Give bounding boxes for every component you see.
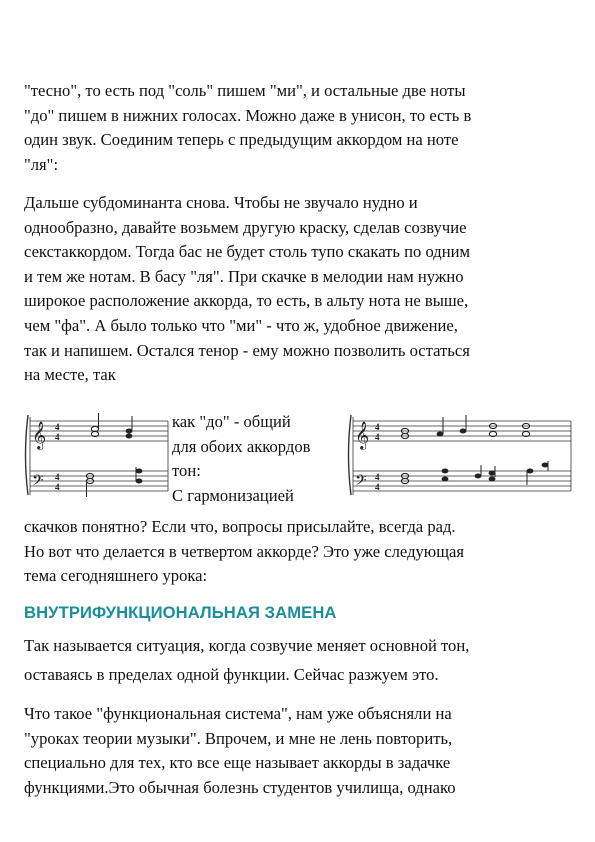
- paragraph-4: [24, 631, 572, 689]
- paragraph-1: [24, 79, 572, 177]
- paragraph-2: [24, 191, 572, 388]
- music-score-right: [345, 409, 575, 501]
- text-line: и тем же нотам. В басу "ля". При скачке в мелодии нам нужно: [24, 266, 464, 286]
- note-head: [542, 463, 549, 468]
- music-score-left: [22, 409, 172, 501]
- text-line: как "до" - общий: [172, 412, 291, 431]
- note-head: [442, 469, 449, 474]
- text-line: "ля":: [24, 154, 59, 174]
- text-line: Так называется ситуация, когда созвучие меняет основной тон,: [24, 636, 470, 655]
- note-head: [442, 477, 449, 482]
- text-line: "тесно", то есть под "соль" пишем "ми", и остальные две ноты: [24, 81, 466, 100]
- time-signature-top: 4: [55, 422, 60, 432]
- note-head: [437, 432, 444, 437]
- bass-clef-icon: 𝄢: [32, 472, 44, 493]
- text-line: так и напишем. Остался тенор - ему можно позволить остаться: [24, 340, 470, 360]
- note-head: [489, 477, 496, 482]
- inline-aside: [172, 410, 310, 508]
- note-head: [126, 429, 133, 434]
- text-line: "уроках теории музыки". Впрочем, и мне не лень повторить,: [24, 728, 453, 748]
- note-head: [126, 434, 133, 439]
- text-line: "до" пишем в нижних голосах. Можно даже в унисон, то есть в: [24, 105, 472, 125]
- text-line: Что такое "функциональная система", нам уже объясняли на: [24, 704, 452, 723]
- time-signature-top: 4: [55, 472, 60, 482]
- time-signature-top: 4: [375, 472, 380, 482]
- note-head: [475, 474, 482, 479]
- text-line: широкое расположение аккорда, то есть, в альту нота не выше,: [24, 291, 469, 311]
- text-line: на месте, так: [24, 365, 116, 385]
- text-line: для обоих аккордов: [172, 436, 311, 456]
- paragraph-3: [24, 515, 572, 589]
- treble-clef-icon: 𝄞: [355, 421, 370, 449]
- text-line: тема сегодняшнего урока:: [24, 566, 208, 586]
- time-signature-bottom: 4: [375, 432, 380, 442]
- text-line: С гармонизацией: [172, 485, 294, 505]
- treble-clef-icon: 𝄞: [32, 421, 47, 449]
- text-line: один звук. Соединим теперь с предыдущим аккордом на ноте: [24, 130, 459, 150]
- paragraph-5: [24, 702, 572, 800]
- time-signature-top: 4: [375, 422, 380, 432]
- text-line: скачков понятно? Если что, вопросы присылайте, всегда рад.: [24, 517, 456, 536]
- text-line: секстаккордом. Тогда бас не будет столь тупо скакать по одним: [24, 242, 470, 262]
- bass-clef-icon: 𝄢: [355, 472, 367, 493]
- section-heading: ВНУТРИФУНКЦИОНАЛЬНАЯ ЗАМЕНА: [24, 603, 337, 622]
- time-signature-bottom: 4: [55, 432, 60, 442]
- text-line: чем "фа". А было только что "ми" - что ж, удобное движение,: [24, 315, 458, 335]
- text-line: функциями.Это обычная болезнь студентов училища, однако: [24, 777, 456, 797]
- text-line: специально для тех, кто все еще называет аккорды в задачке: [24, 753, 451, 773]
- time-signature-bottom: 4: [55, 482, 60, 492]
- text-line: тон:: [172, 461, 201, 481]
- text-line: однообразно, давайте возьмем другую краску, сделав созвучие: [24, 217, 467, 237]
- note-head: [136, 479, 143, 484]
- time-signature-bottom: 4: [375, 482, 380, 492]
- note-head: [489, 471, 496, 476]
- note-head: [527, 469, 534, 474]
- note-head: [136, 469, 143, 474]
- text-line: оставаясь в пределах одной функции. Сейчас разжуем это.: [24, 665, 439, 684]
- text-line: Дальше субдоминанта снова. Чтобы не звучало нудно и: [24, 193, 418, 212]
- text-line: Но вот что делается в четвертом аккорде? Это уже следующая: [24, 541, 464, 561]
- note-head: [460, 429, 467, 434]
